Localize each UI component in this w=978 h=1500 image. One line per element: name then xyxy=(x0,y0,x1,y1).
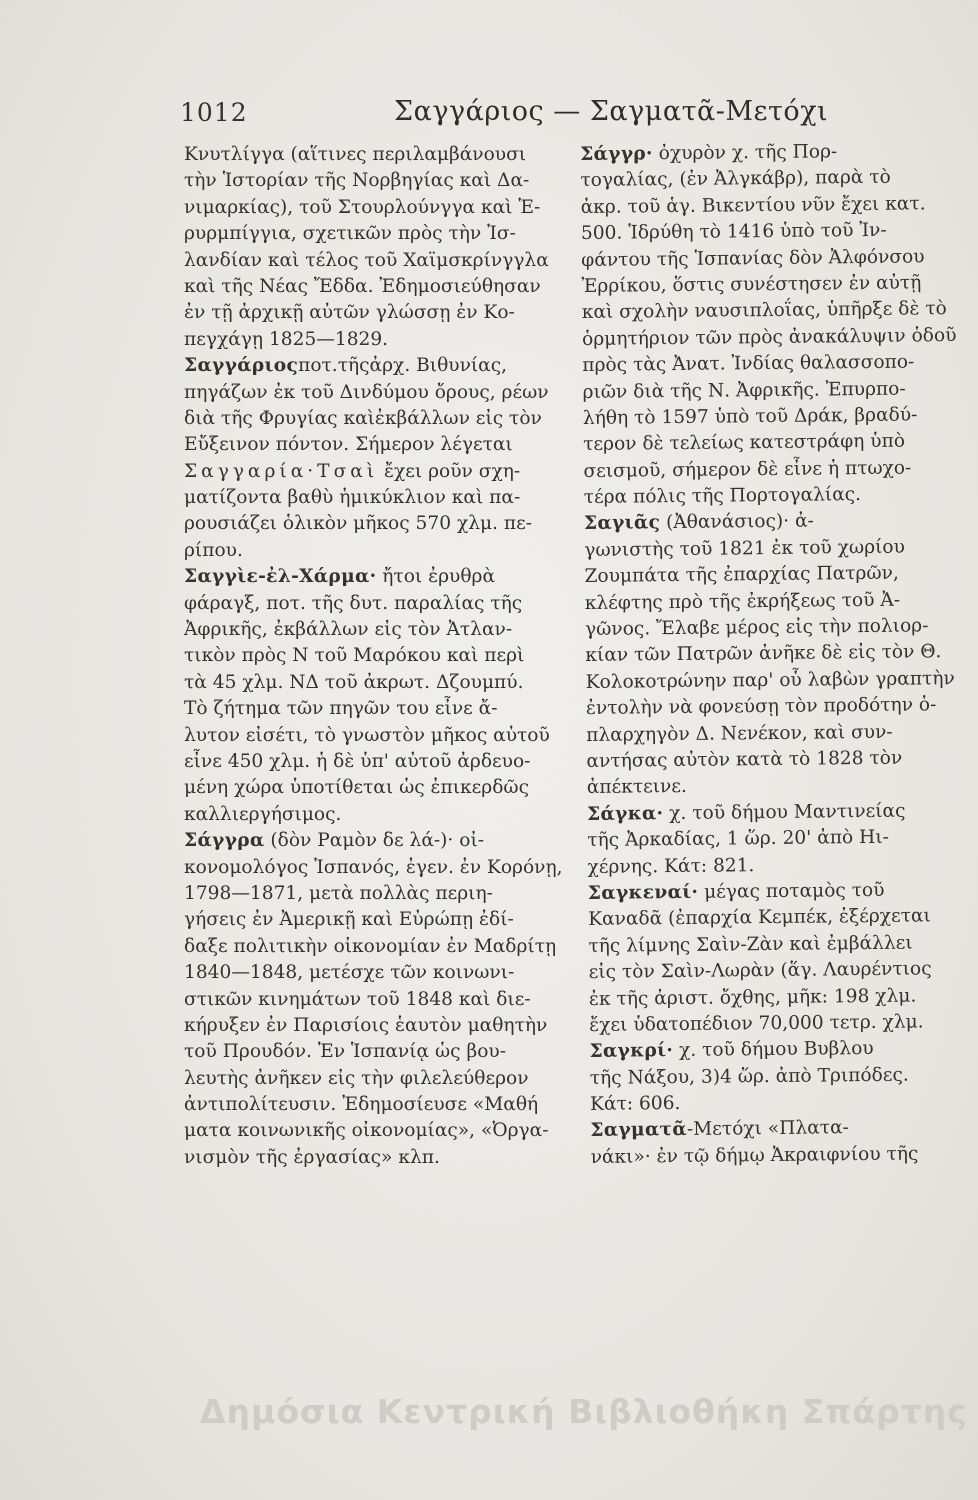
line-text: Εὔξεινον πόντον. Σήμερον λέγεται xyxy=(184,434,513,456)
text-line xyxy=(588,930,968,960)
line-text: φάραγξ, ποτ. τῆς δυτ. παραλίας τῆς xyxy=(184,592,523,614)
text-line xyxy=(588,877,968,907)
text-line xyxy=(585,587,965,617)
line-text: λυτον εἰσέτι, τὸ γνωστὸν μῆκος αὐτοῦ xyxy=(184,724,550,746)
line-text: νισμὸν τῆς ἐργασίας» κλπ. xyxy=(184,1146,440,1168)
text-line xyxy=(590,1114,970,1144)
line-text: γωνιστὴς τοῦ 1821 ἐκ τοῦ χωρίου xyxy=(584,536,905,561)
line-text: ὁρμητήριον τῶν πρὸς ἀνακάλυψιν ὁδοῦ xyxy=(581,324,957,350)
text-line xyxy=(587,824,967,854)
line-text: ἀντιπολίτευσιν. Ἐδημοσίευσε «Μαθή xyxy=(184,1094,539,1116)
text-line xyxy=(184,934,570,960)
line-text: σεισμοῦ, σήμερον δὲ εἶνε ἡ πτωχο- xyxy=(583,457,912,482)
line-text: λήθη τὸ 1597 ὑπὸ τοῦ Δράκ, βραδύ- xyxy=(582,404,918,429)
line-text: Ἐρρίκου, ὅστις συνέστησεν ἐν αὐτῇ xyxy=(581,272,922,297)
line-text: χέρνης. Κάτ: 821. xyxy=(587,854,755,878)
text-line xyxy=(184,432,570,458)
text-line xyxy=(586,692,966,722)
text-line xyxy=(580,164,960,194)
text-line xyxy=(586,666,966,696)
text-line xyxy=(184,406,570,432)
text-line xyxy=(184,564,570,590)
line-text: τῆς Νάξου, 3)4 ὥρ. ἀπὸ Τριπόδες. xyxy=(589,1064,909,1089)
entry-headword: Σαγκεναί· xyxy=(587,881,699,904)
text-line xyxy=(184,617,570,643)
text-line xyxy=(584,560,964,590)
line-text: κονομολόγος Ἱσπανός, ἐγεν. ἐν Κορόνῃ, xyxy=(184,856,563,878)
text-line xyxy=(581,270,961,300)
running-title: Σαγγάριος — Σαγματᾶ-Μετόχι xyxy=(394,96,829,127)
line-text: μένη χώρα ὑποτίθεται ὡς ἐπικερδῶς xyxy=(184,777,529,799)
line-text: 1798—1871, μετὰ πολλὰς περιη- xyxy=(184,882,493,904)
page-header xyxy=(176,92,829,132)
line-text: πεγχάγῃ 1825—1829. xyxy=(184,328,389,350)
line-text: λευτὴς ἀνῆκεν εἰς τὴν φιλελεύθερον xyxy=(184,1067,529,1089)
line-text: 500. Ἱδρύθη τὸ 1416 ὑπὸ τοῦ Ἰν- xyxy=(580,219,887,245)
line-text: ἀκρ. τοῦ ἁγ. Βικεντίου νῦν ἔχει κατ. xyxy=(580,193,926,218)
text-line xyxy=(586,719,966,749)
line-text: πλαρχηγὸν Δ. Νενέκον, καὶ συν- xyxy=(586,721,893,746)
text-line xyxy=(184,195,570,221)
text-line xyxy=(585,613,965,643)
line-text: τῆς λίμνης Σαὶν-Ζὰν καὶ ἐμβάλλει xyxy=(588,932,913,957)
line-text: φάντου τῆς Ἱσπανίας δὸν Ἀλφόνσου xyxy=(581,245,925,271)
text-line xyxy=(184,1092,570,1118)
line-text: ἔχει ὑδατοπέδιον 70,000 τετρ. χλμ. xyxy=(589,1011,924,1036)
line-text: κήρυξεν ἐν Παρισίοις ἑαυτὸν μαθητὴν xyxy=(184,1014,548,1036)
text-line xyxy=(584,507,964,537)
line-text: ἐν τῇ ἀρχικῇ αὐτῶν γλώσσῃ ἐν Κο- xyxy=(184,302,515,324)
entry-headword: Σαγιᾶς xyxy=(583,512,661,535)
line-text: γῶνος. Ἔλαβε μέρος εἰς τὴν πολιορ- xyxy=(584,615,929,641)
line-text: ποτ.τῆςἀρχ. Βιθυνίας, xyxy=(298,355,508,377)
line-text: 1840—1848, μετέσχε τῶν κοινωνι- xyxy=(184,962,515,984)
line-text: ἐντολὴν νὰ φονεύσῃ τὸν προδότην ὁ- xyxy=(585,694,937,720)
line-text: πρὸς τὰς Ἀνατ. Ἰνδίας θαλασσοπο- xyxy=(582,351,915,377)
line-text: Ἀφρικῆς, ἐκβάλλων εἰς τὸν Ἀτλαν- xyxy=(184,619,513,641)
text-line xyxy=(184,538,570,564)
line-text: γήσεις ἐν Ἀμερικῇ καὶ Εὐρώπῃ ἐδί- xyxy=(184,909,514,931)
text-line xyxy=(587,851,967,881)
text-line xyxy=(184,353,570,379)
text-line xyxy=(583,402,963,432)
text-line xyxy=(184,802,570,828)
text-line xyxy=(582,296,962,326)
line-text: (δὸν Ραμὸν δε λά-)· οἰ- xyxy=(264,830,485,852)
text-line xyxy=(587,798,967,828)
right-column xyxy=(580,138,971,1171)
text-line xyxy=(184,485,570,511)
text-line xyxy=(585,639,965,669)
text-line xyxy=(184,1118,570,1144)
line-text: ρουσιάζει ὁλικὸν μῆκος 570 χλμ. πε- xyxy=(184,513,533,535)
text-line xyxy=(184,168,570,194)
text-line xyxy=(587,771,967,801)
text-line xyxy=(581,191,961,221)
line-text: -Μετόχι «Πλατα- xyxy=(686,1117,849,1141)
text-line xyxy=(184,1039,570,1065)
line-text: (Ἀθανάσιος)· ἀ- xyxy=(660,511,814,534)
entry-headword: Σάγγρα xyxy=(184,830,265,852)
text-line xyxy=(184,300,570,326)
line-text: καλλιεργήσιμος. xyxy=(184,803,342,825)
text-line xyxy=(184,511,570,537)
line-text: ἐκ τῆς ἀριστ. ὄχθης, μῆκ: 198 χλμ. xyxy=(588,985,917,1010)
line-text: τερον δὲ τελείως κατεστράφη ὑπὸ xyxy=(583,430,906,456)
text-line xyxy=(184,643,570,669)
text-line xyxy=(184,274,570,300)
line-text: αντήσας αὐτὸν κατὰ τὸ 1828 τὸν xyxy=(586,747,903,772)
text-line xyxy=(184,855,570,881)
line-text: ἔχει ροῦν σχη- xyxy=(378,460,521,482)
line-text: ἤτοι ἐρυθρὰ xyxy=(376,566,496,588)
text-line xyxy=(582,376,962,406)
entry-headword: Σαγματᾶ xyxy=(590,1119,688,1142)
text-line xyxy=(589,956,969,986)
text-line xyxy=(589,1035,969,1065)
line-text: τικὸν πρὸς Ν τοῦ Μαρόκου καὶ περὶ xyxy=(184,645,525,667)
line-text: ρυρμπίγγια, σχετικῶν πρὸς τὴν Ἰσ- xyxy=(184,223,516,245)
text-line xyxy=(184,221,570,247)
text-line xyxy=(184,591,570,617)
entry-headword: Σάγγρ· xyxy=(580,143,653,165)
text-line xyxy=(590,1088,970,1118)
line-text: Καναδᾶ (ἐπαρχία Κεμπέκ, ἐξέρχεται xyxy=(588,905,931,931)
line-text: τογαλίας, (ἐν Ἀλγκάβρ), παρὰ τὸ xyxy=(580,167,891,192)
text-line xyxy=(583,428,963,458)
line-text: καὶ σχολὴν ναυσιπλοΐας, ὑπῆρξε δὲ τὸ xyxy=(581,298,947,324)
line-text: νιμαρκίας), τοῦ Στουρλούνγγα καὶ Ἑ- xyxy=(184,196,541,218)
line-text: Κάτ: 606. xyxy=(589,1093,681,1116)
text-line xyxy=(184,248,570,274)
text-line xyxy=(588,903,968,933)
entry-headword: Σαγγάριος xyxy=(184,355,299,377)
text-line xyxy=(184,960,570,986)
text-line xyxy=(583,455,963,485)
text-line xyxy=(590,1062,970,1092)
line-text: κίαν τῶν Πατρῶν ἀνῆκε δὲ εἰς τὸν Θ. xyxy=(585,641,942,667)
text-line xyxy=(589,1009,969,1039)
line-text: τῆς Ἀρκαδίας, 1 ὥρ. 20' ἀπὸ Ηι- xyxy=(587,826,889,852)
line-text: κλέφτης πρὸ τῆς ἐκρήξεως τοῦ Ἀ- xyxy=(584,589,901,614)
line-text: τὴν Ἱστορίαν τῆς Νορβηγίας καὶ Δα- xyxy=(184,170,530,192)
line-text: χ. τοῦ δήμου Μαντινείας xyxy=(663,800,906,824)
text-line xyxy=(184,142,570,168)
text-line xyxy=(581,217,961,247)
line-text: διὰ τῆς Φρυγίας καὶἐκβάλλων εἰς τὸν xyxy=(184,407,542,429)
line-text: τέρα πόλις τῆς Πορτογαλίας. xyxy=(583,484,862,509)
text-line xyxy=(589,982,969,1012)
text-line xyxy=(584,534,964,564)
line-text: πηγάζων ἐκ τοῦ Δινδύμου ὄρους, ρέων xyxy=(184,381,549,403)
text-line xyxy=(184,907,570,933)
text-line xyxy=(581,244,961,274)
entry-headword: Σαγκρί· xyxy=(589,1040,674,1063)
entry-headword: Σαγγὶε-ἐλ-Χάρμα· xyxy=(184,566,377,588)
text-line xyxy=(184,881,570,907)
line-text: ματίζοντα βαθὺ ἡμικύκλιον καὶ πα- xyxy=(184,487,521,509)
entry-headword: Σάγκα· xyxy=(586,802,664,825)
line-text: ριῶν διὰ τῆς Ν. Ἀφρικῆς. Ἐπυρπο- xyxy=(582,378,906,403)
text-line xyxy=(184,380,570,406)
line-text: δαξε πολιτικὴν οἰκονομίαν ἐν Μαδρίτῃ xyxy=(184,935,557,957)
line-text: ματα κοινωνικῆς οἰκονομίας», «Ὀργα- xyxy=(184,1120,549,1142)
text-line xyxy=(184,987,570,1013)
spaced-name: Σαγγαρία·Τσαὶ xyxy=(184,460,379,482)
text-line xyxy=(184,459,570,485)
text-line xyxy=(582,349,962,379)
text-line xyxy=(184,1013,570,1039)
line-text: μέγας ποταμὸς τοῦ xyxy=(698,879,885,903)
text-line xyxy=(184,670,570,696)
text-line xyxy=(184,327,570,353)
page-number: 1012 xyxy=(180,98,248,127)
line-text: εἶνε 450 χλμ. ἡ δὲ ὑπ' αὐτοῦ ἀρδευο- xyxy=(184,750,531,772)
line-text: Ζουμπάτα τῆς ἐπαρχίας Πατρῶν, xyxy=(584,562,899,588)
line-text: ρίπου. xyxy=(184,539,243,561)
line-text: καὶ τῆς Νέας Ἔδδα. Ἐδημοσιεύθησαν xyxy=(184,275,541,297)
library-watermark: Δημόσια Κεντρική Βιβλιοθήκη Σπάρτης xyxy=(200,1392,968,1431)
line-text: Κνυτλίγγα (αἵτινες περιλαμβάνουσι xyxy=(184,144,527,165)
line-text: τοῦ Προυδόν. Ἐν Ἱσπανίᾳ ὡς βου- xyxy=(184,1041,506,1063)
text-line xyxy=(184,1145,570,1171)
left-column xyxy=(184,142,570,1171)
text-line xyxy=(591,1141,971,1171)
line-text: Κολοκοτρώνην παρ' οὗ λαβὼν γραπτὴν xyxy=(585,667,955,693)
line-text: εἰς τὸν Σαὶν-Λωρὰν (ἅγ. Λαυρέντιος xyxy=(588,958,932,984)
text-line xyxy=(184,828,570,854)
line-text: στικῶν κινημάτων τοῦ 1848 καὶ διε- xyxy=(184,988,531,1010)
line-text: ἀπέκτεινε. xyxy=(586,776,687,799)
line-text: τὰ 45 χλμ. ΝΔ τοῦ ἀκρωτ. Δζουμπύ. xyxy=(184,671,524,693)
text-line xyxy=(582,323,962,353)
text-line xyxy=(184,696,570,722)
text-line xyxy=(184,775,570,801)
line-text: ὀχυρὸν χ. τῆς Πορ- xyxy=(652,141,838,165)
text-line xyxy=(184,723,570,749)
line-text: λανδίαν καὶ τέλος τοῦ Χαϊμσκρίνγγλα xyxy=(184,249,549,271)
text-line xyxy=(184,749,570,775)
text-line xyxy=(584,481,964,511)
line-text: χ. τοῦ δήμου Βυβλου xyxy=(673,1038,874,1062)
text-line xyxy=(580,138,960,168)
text-line xyxy=(586,745,966,775)
text-line xyxy=(184,1066,570,1092)
line-text: Τὸ ζήτημα τῶν πηγῶν του εἶνε ἄ- xyxy=(184,698,498,720)
line-text: νάκι»· ἐν τῷ δήμῳ Ἀκραιφνίου τῆς xyxy=(590,1143,919,1168)
